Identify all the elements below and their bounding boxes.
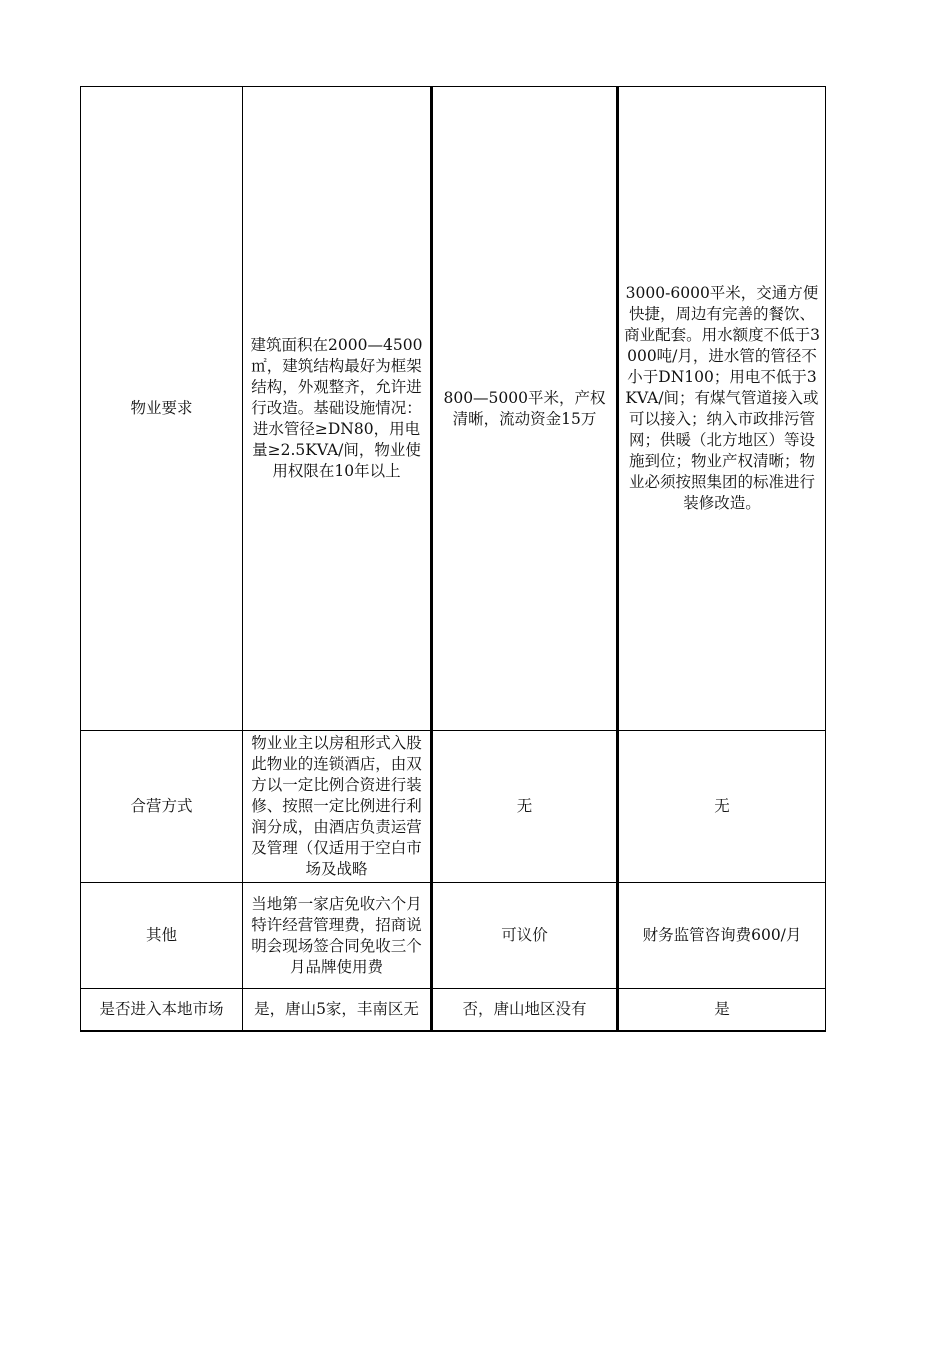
row-label: 合营方式: [130, 797, 193, 815]
table-row: [80, 730, 826, 882]
row-label-cell: [80, 882, 242, 988]
cell-text: 否，唐山地区没有: [462, 1000, 587, 1018]
cell-text: 800—5000平米，产权清晰，流动资金15万: [443, 388, 606, 428]
cell-text: 是，唐山5家，丰南区无: [254, 1000, 419, 1018]
cell-text: 无: [516, 797, 533, 815]
cell-text: 当地第一家店免收六个月特许经营管理费，招商说明会现场签合同免收三个月品牌使用费: [251, 894, 422, 976]
brand-c-cell: [618, 86, 826, 730]
row-label: 是否进入本地市场: [99, 1000, 224, 1018]
brand-a-cell: [242, 988, 432, 1032]
row-label-cell: [80, 86, 242, 730]
cell-text: 财务监管咨询费600/月: [642, 926, 802, 944]
row-label: 其他: [145, 926, 177, 944]
cell-text: 是: [714, 1000, 730, 1018]
cell-text: 建筑面积在2000—4500㎡，建筑结构最好为框架结构，外观整齐，允许进行改造。基础设施情况：进水管径≥DN80，用电量≥2.5KVA/间，物业使用权限在10年以上: [250, 336, 423, 480]
brand-b-cell: [432, 730, 618, 882]
row-label-cell: [80, 730, 242, 882]
brand-b-cell: [432, 86, 618, 730]
row-label-cell: [80, 988, 242, 1032]
brand-a-cell: [242, 86, 432, 730]
brand-a-cell: [242, 882, 432, 988]
brand-b-cell: [432, 882, 618, 988]
row-label: 物业要求: [130, 399, 193, 417]
cell-text: 无: [714, 797, 730, 815]
cell-text: 物业业主以房租形式入股此物业的连锁酒店，由双方以一定比例合资进行装修、按照一定比例进行利润分成，由酒店负责运营及管理（仅适用于空白市场及战略: [251, 734, 422, 878]
comparison-table: [80, 86, 826, 1032]
brand-c-cell: [618, 730, 826, 882]
brand-a-cell: [242, 730, 432, 882]
brand-c-cell: [618, 882, 826, 988]
table-row: [80, 988, 826, 1032]
brand-b-cell: [432, 988, 618, 1032]
cell-text: 可议价: [501, 926, 548, 944]
cell-text: 3000-6000平米，交通方便快捷，周边有完善的餐饮、商业配套。用水额度不低于3000吨/月，进水管的管径不小于DN100；用电不低于3KVA/间；有煤气管道接入或可以接入；纳入市政排污管网；供暖（北方地区）等设施到位；物业产权清晰；物业必须按照集团的标准进行装修改造。: [624, 284, 820, 512]
brand-c-cell: [618, 988, 826, 1032]
table-row: [80, 882, 826, 988]
table-row: [80, 86, 826, 730]
